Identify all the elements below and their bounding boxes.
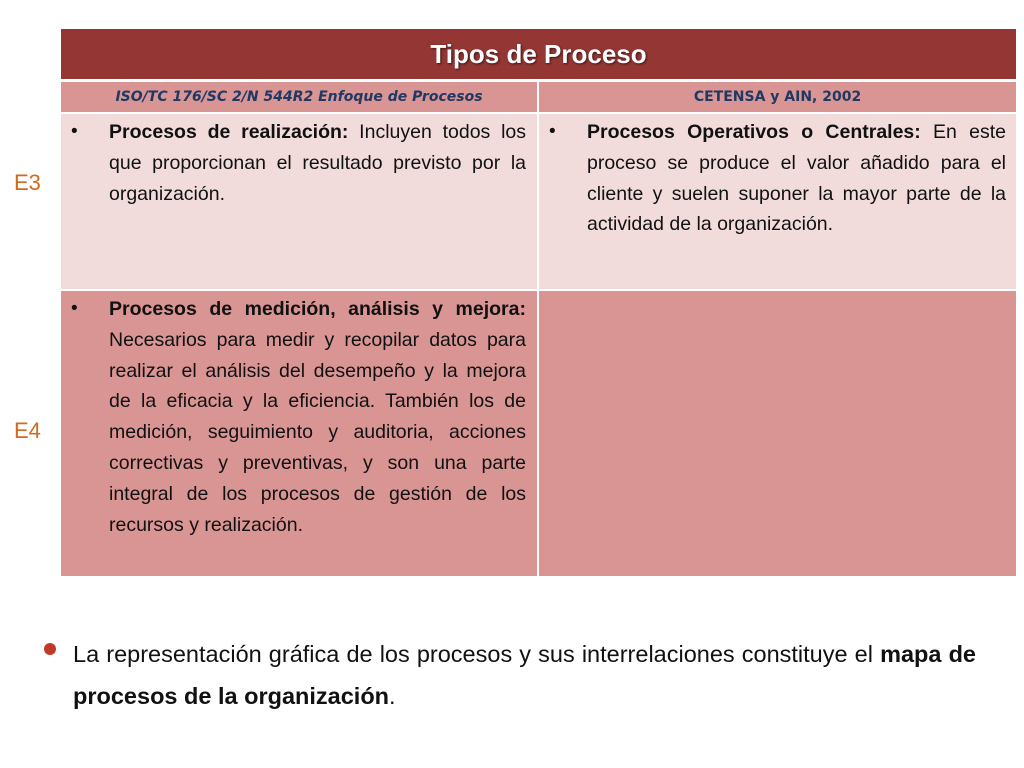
column-header-cetensa: CETENSA y AIN, 2002 (538, 81, 1016, 114)
footer-paragraph (44, 633, 976, 717)
cell-medicion (61, 290, 538, 576)
column-header-iso: ISO/TC 176/SC 2/N 544R2 Enfoque de Procesos (61, 81, 538, 114)
bullet-icon: • (71, 298, 78, 319)
table-row (61, 290, 1016, 576)
footer-bold-text: mapa de procesos de la organización (73, 641, 976, 709)
table-title: Tipos de Proceso (61, 29, 1016, 81)
bullet-icon: • (71, 121, 78, 142)
process-types-table (61, 29, 1016, 576)
cell-empty (538, 290, 1016, 576)
bullet-dot-icon (44, 643, 56, 655)
cell-operativos (538, 113, 1016, 290)
desc-operativos: En este proceso se produce el valor añadido para el cliente y suelen suponer la mayor parte de la actividad de la organización. (587, 121, 1007, 236)
footer-text: La representación gráfica de los procesos y sus interrelaciones constituye el (73, 641, 881, 667)
bullet-icon: • (549, 121, 556, 142)
desc-medicion: Necesarios para medir y recopilar datos para realizar el análisis del desempeño y la mejora de la eficacia y la eficiencia. También los de medición, seguimiento y auditoria, acciones correctivas y preventivas, y son una parte integral de los procesos de gestión de los recursos y realización. (109, 328, 526, 536)
desc-realizacion: Incluyen todos los que proporcionan el resultado previsto por la organización. (109, 121, 526, 205)
row-label-e4: E4 (14, 418, 41, 443)
term-medicion: Procesos de medición, análisis y mejora: (109, 298, 526, 320)
term-realizacion: Procesos de realización: (109, 121, 349, 143)
term-operativos: Procesos Operativos o Centrales: (587, 121, 921, 143)
footer-end: . (389, 683, 396, 709)
row-label-e3: E3 (14, 170, 41, 195)
table-row (61, 113, 1016, 290)
cell-realizacion (61, 113, 538, 290)
